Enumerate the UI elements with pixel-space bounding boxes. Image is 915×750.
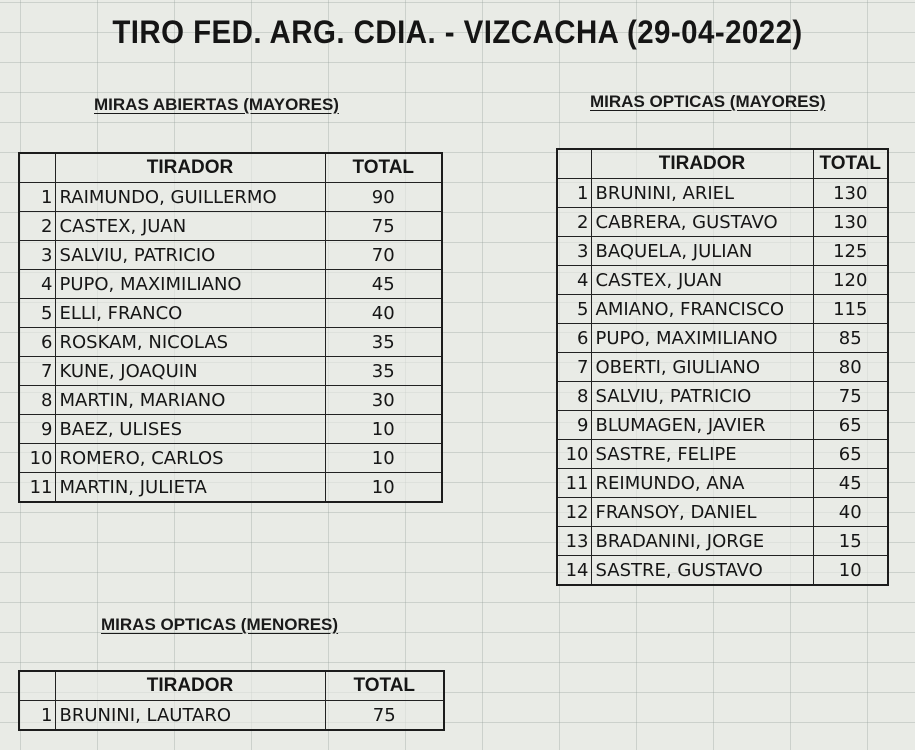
table-row <box>19 415 442 444</box>
shooter-total: 45 <box>325 270 442 299</box>
table-header-row <box>19 671 444 701</box>
row-index: 10 <box>19 444 55 473</box>
table-row <box>557 179 888 208</box>
shooter-name: BAQUELA, JULIAN <box>591 237 813 266</box>
shooter-total: 40 <box>325 299 442 328</box>
table-row <box>557 440 888 469</box>
row-index: 4 <box>19 270 55 299</box>
shooter-name: SALVIU, PATRICIO <box>591 382 813 411</box>
table-row <box>557 382 888 411</box>
table-row <box>557 266 888 295</box>
row-index: 11 <box>19 473 55 503</box>
row-index: 4 <box>557 266 591 295</box>
results-table-opticas-mayores <box>556 148 889 586</box>
column-header-tirador: TIRADOR <box>591 149 813 179</box>
shooter-name: BAEZ, ULISES <box>55 415 325 444</box>
shooter-total: 125 <box>813 237 888 266</box>
shooter-name: ROMERO, CARLOS <box>55 444 325 473</box>
shooter-name: BRUNINI, LAUTARO <box>55 701 325 731</box>
row-index: 3 <box>557 237 591 266</box>
table-row <box>19 444 442 473</box>
table-row <box>19 212 442 241</box>
shooter-name: BLUMAGEN, JAVIER <box>591 411 813 440</box>
shooter-name: CABRERA, GUSTAVO <box>591 208 813 237</box>
table-row <box>557 527 888 556</box>
row-index: 9 <box>19 415 55 444</box>
table-row <box>557 498 888 527</box>
table-row <box>557 324 888 353</box>
shooter-total: 65 <box>813 440 888 469</box>
shooter-name: PUPO, MAXIMILIANO <box>55 270 325 299</box>
table-row <box>557 469 888 498</box>
row-index: 8 <box>19 386 55 415</box>
shooter-total: 75 <box>325 212 442 241</box>
row-index: 8 <box>557 382 591 411</box>
row-index: 2 <box>557 208 591 237</box>
table-row <box>557 237 888 266</box>
results-table-opticas-menores <box>18 670 445 731</box>
column-header-tirador: TIRADOR <box>55 671 325 701</box>
section-heading-opticas-menores: MIRAS OPTICAS (MENORES) <box>101 615 339 634</box>
shooter-name: KUNE, JOAQUIN <box>55 357 325 386</box>
shooter-total: 90 <box>325 183 442 212</box>
shooter-total: 130 <box>813 179 888 208</box>
shooter-name: SASTRE, FELIPE <box>591 440 813 469</box>
section-heading-opticas-mayores: MIRAS OPTICAS (MAYORES) <box>590 92 826 111</box>
column-header-index <box>19 671 55 701</box>
shooter-name: PUPO, MAXIMILIANO <box>591 324 813 353</box>
shooter-name: AMIANO, FRANCISCO <box>591 295 813 324</box>
table-row <box>19 183 442 212</box>
results-table-abiertas <box>18 152 443 503</box>
row-index: 5 <box>19 299 55 328</box>
page-title: TIRO FED. ARG. CDIA. - VIZCACHA (29-04-2022) <box>112 14 803 50</box>
shooter-total: 35 <box>325 357 442 386</box>
shooter-name: CASTEX, JUAN <box>55 212 325 241</box>
shooter-total: 30 <box>325 386 442 415</box>
row-index: 1 <box>557 179 591 208</box>
table-header-row <box>19 153 442 183</box>
table-row <box>19 299 442 328</box>
section-heading-abiertas: MIRAS ABIERTAS (MAYORES) <box>94 95 339 114</box>
shooter-total: 80 <box>813 353 888 382</box>
shooter-name: BRUNINI, ARIEL <box>591 179 813 208</box>
shooter-name: CASTEX, JUAN <box>591 266 813 295</box>
table-row <box>19 473 442 503</box>
shooter-total: 10 <box>813 556 888 586</box>
shooter-total: 130 <box>813 208 888 237</box>
shooter-total: 85 <box>813 324 888 353</box>
shooter-name: RAIMUNDO, GUILLERMO <box>55 183 325 212</box>
shooter-total: 75 <box>325 701 444 731</box>
shooter-total: 115 <box>813 295 888 324</box>
shooter-total: 40 <box>813 498 888 527</box>
shooter-name: ELLI, FRANCO <box>55 299 325 328</box>
shooter-total: 10 <box>325 444 442 473</box>
row-index: 11 <box>557 469 591 498</box>
row-index: 6 <box>19 328 55 357</box>
row-index: 3 <box>19 241 55 270</box>
row-index: 13 <box>557 527 591 556</box>
shooter-name: MARTIN, MARIANO <box>55 386 325 415</box>
row-index: 2 <box>19 212 55 241</box>
shooter-total: 75 <box>813 382 888 411</box>
shooter-total: 65 <box>813 411 888 440</box>
row-index: 6 <box>557 324 591 353</box>
table-row <box>19 270 442 299</box>
shooter-name: SASTRE, GUSTAVO <box>591 556 813 586</box>
row-index: 12 <box>557 498 591 527</box>
shooter-name: REIMUNDO, ANA <box>591 469 813 498</box>
row-index: 14 <box>557 556 591 586</box>
shooter-name: OBERTI, GIULIANO <box>591 353 813 382</box>
shooter-name: SALVIU, PATRICIO <box>55 241 325 270</box>
row-index: 5 <box>557 295 591 324</box>
table-row <box>19 357 442 386</box>
shooter-name: BRADANINI, JORGE <box>591 527 813 556</box>
shooter-name: FRANSOY, DANIEL <box>591 498 813 527</box>
shooter-total: 10 <box>325 415 442 444</box>
row-index: 7 <box>19 357 55 386</box>
table-header-row <box>557 149 888 179</box>
table-row <box>557 411 888 440</box>
row-index: 1 <box>19 183 55 212</box>
row-index: 1 <box>19 701 55 731</box>
row-index: 10 <box>557 440 591 469</box>
column-header-total: TOTAL <box>813 149 888 179</box>
shooter-total: 70 <box>325 241 442 270</box>
table-row <box>19 386 442 415</box>
table-row <box>557 353 888 382</box>
table-row <box>557 208 888 237</box>
column-header-tirador: TIRADOR <box>55 153 325 183</box>
table-row <box>557 556 888 586</box>
table-row <box>19 701 444 731</box>
shooter-total: 45 <box>813 469 888 498</box>
column-header-index <box>19 153 55 183</box>
table-row <box>19 241 442 270</box>
shooter-name: MARTIN, JULIETA <box>55 473 325 503</box>
table-row <box>557 295 888 324</box>
column-header-index <box>557 149 591 179</box>
shooter-total: 35 <box>325 328 442 357</box>
shooter-name: ROSKAM, NICOLAS <box>55 328 325 357</box>
table-row <box>19 328 442 357</box>
row-index: 7 <box>557 353 591 382</box>
column-header-total: TOTAL <box>325 671 444 701</box>
column-header-total: TOTAL <box>325 153 442 183</box>
shooter-total: 15 <box>813 527 888 556</box>
shooter-total: 120 <box>813 266 888 295</box>
shooter-total: 10 <box>325 473 442 503</box>
row-index: 9 <box>557 411 591 440</box>
